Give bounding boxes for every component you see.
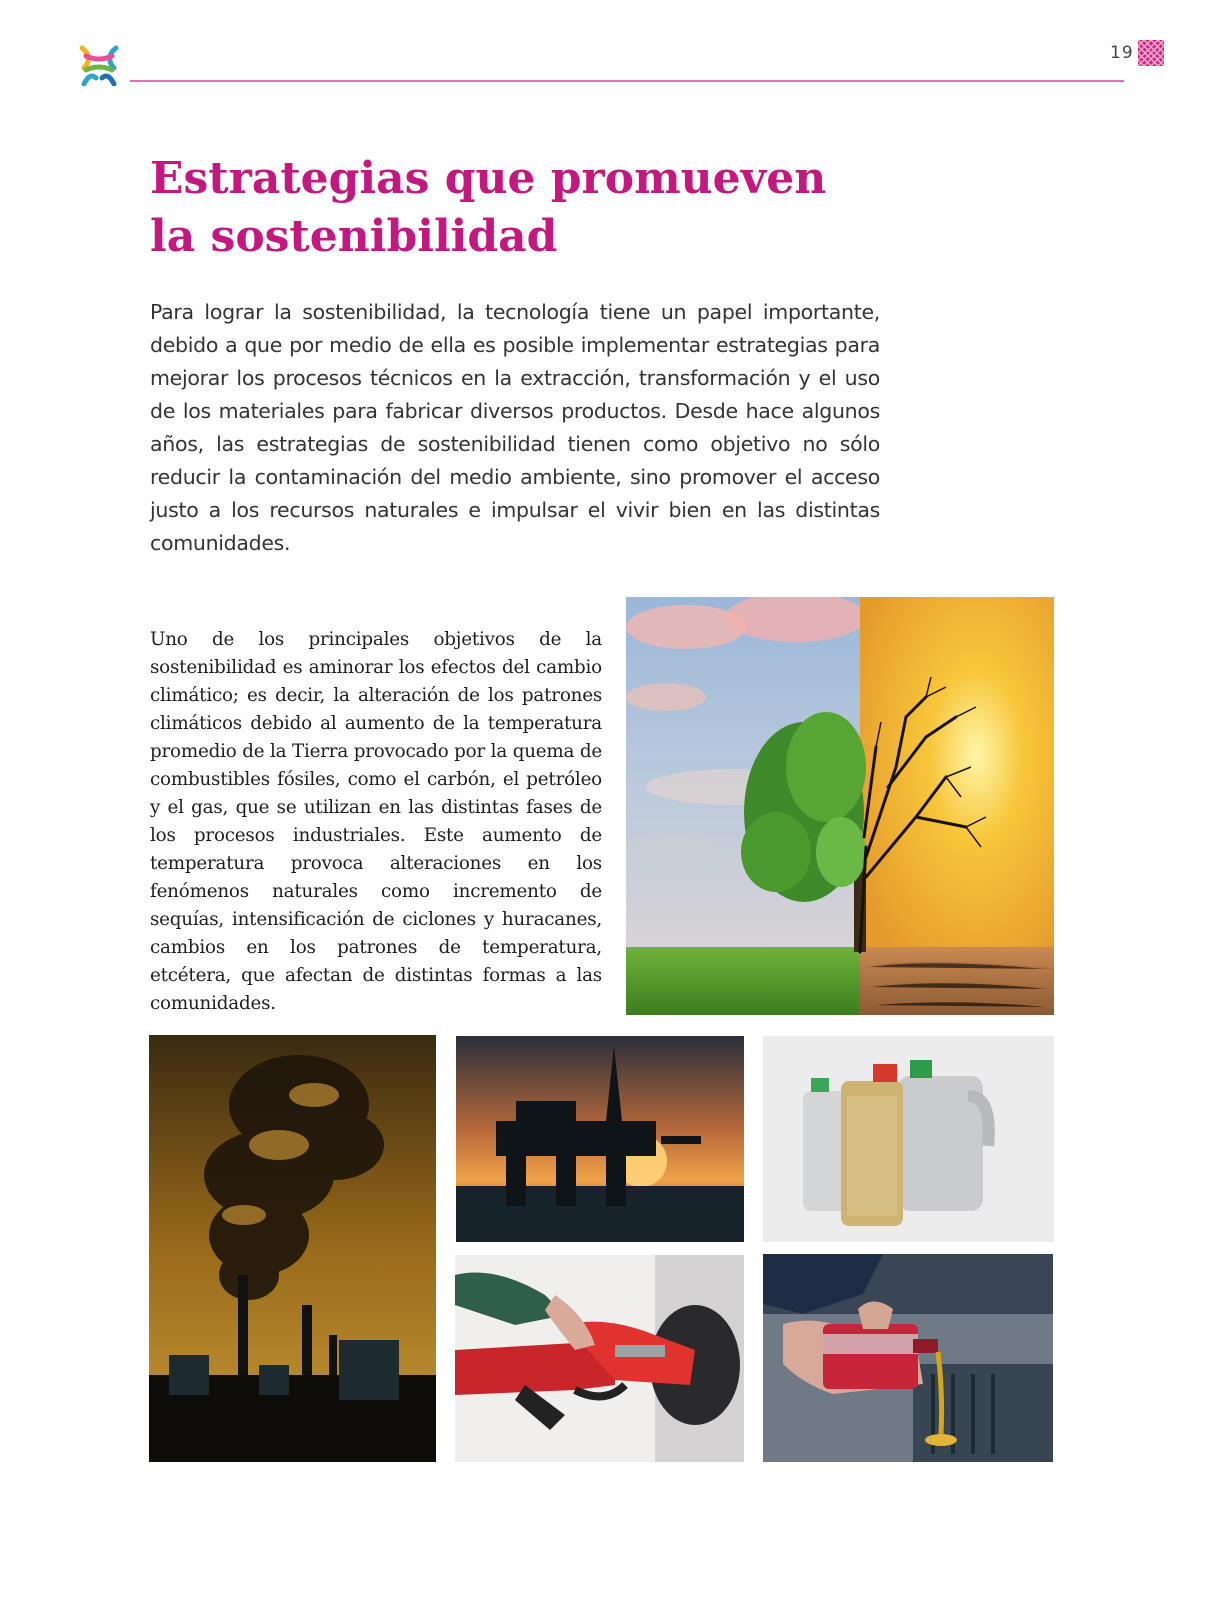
page-title-line-1: Estrategias que promueven	[150, 153, 827, 204]
motor-oil-containers-photo	[763, 1036, 1054, 1242]
climate-change-paragraph: Uno de los principales objetivos de la sostenibilidad es aminorar los efectos del cambio climático; es decir, la alteración de los patrones climáticos debido al aumento de la temperatura promedio de la Tierra provocado por la quema de combustibles fósiles, como el carbón, el petróleo y el gas, que se utilizan en las distintas fases de los procesos industriales. Este aumento de temperatura provoca alteraciones en los fenómenos naturales como incremento de sequías, intensificación de ciclones y huracanes, cambios en los patrones de temperatura, etcétera, que afectan de distintas formas a las comunidades.	[150, 629, 602, 1014]
page-title	[150, 150, 870, 266]
pouring-engine-oil-photo	[763, 1254, 1053, 1462]
interlocking-links-logo-icon	[76, 40, 122, 86]
fuel-nozzle-photo	[455, 1255, 744, 1462]
header-divider	[130, 80, 1124, 82]
smokestack-pollution-photo	[149, 1035, 436, 1462]
page-title-line-2: la sostenibilidad	[150, 211, 558, 262]
climate-tree-split-photo	[626, 597, 1054, 1015]
page-number: 19	[1110, 43, 1134, 63]
intro-paragraph: Para lograr la sostenibilidad, la tecnología tiene un papel importante, debido a que por medio de ella es posible implementar estrategias para mejorar los procesos técnicos en la extracción, transformación y el uso de los materiales para fabricar diversos productos. Desde hace algunos años, las estrategias de sostenibilidad tienen como objetivo no sólo reducir la contaminación del medio ambiente, sino promover el acceso justo a los recursos naturales e impulsar el vivir bien en las distintas comunidades.	[150, 300, 880, 555]
magenta-woven-pattern-icon	[1138, 40, 1164, 66]
offshore-oil-rig-photo	[456, 1036, 744, 1242]
